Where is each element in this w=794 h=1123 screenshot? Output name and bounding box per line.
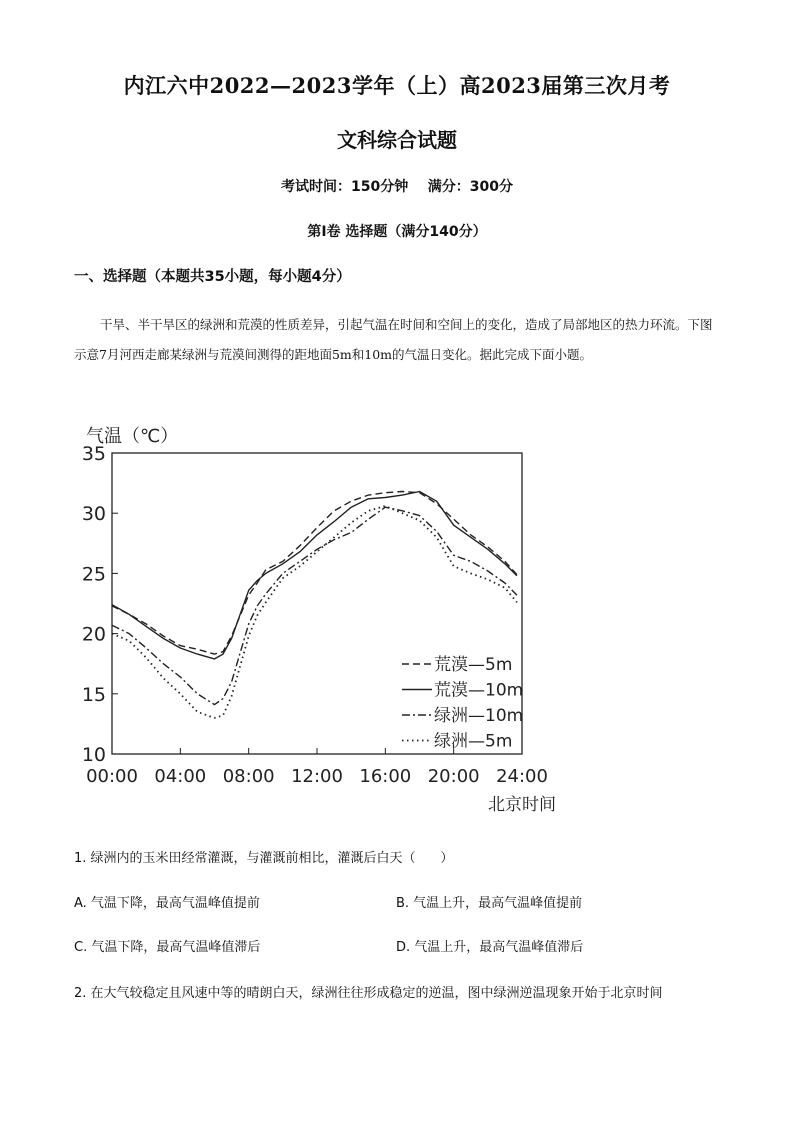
y-tick-label: 10 — [81, 744, 106, 766]
question-1: 1. 绿洲内的玉米田经常灌溉，与灌溉前相比，灌溉后白天（ ） — [74, 851, 454, 866]
option-1a: A. 气温下降，最高气温峰值提前 — [74, 896, 260, 911]
exam-title: 内江六中2022—2023学年（上）高2023届第三次月考 — [123, 73, 671, 98]
x-tick-label: 08:00 — [222, 766, 275, 787]
section-heading: 一、选择题（本题共35小题，每小题4分） — [74, 269, 351, 285]
option-1c: C. 气温下降，最高气温峰值滞后 — [74, 940, 261, 955]
question-2: 2. 在大气较稳定且风速中等的晴朗白天，绿洲往往形成稳定的逆温，图中绿洲逆温现象开始于北京时间 — [74, 986, 663, 1001]
legend-label-3: 绿洲—10m — [434, 706, 524, 726]
x-tick-label: 20:00 — [427, 766, 480, 787]
y-tick-label: 20 — [81, 623, 106, 646]
x-tick-label: 12:00 — [291, 766, 343, 787]
exam-info: 考试时间：150分钟 满分：300分 — [281, 179, 513, 195]
option-1d: D. 气温上升，最高气温峰值滞后 — [396, 940, 584, 955]
legend-label-4: 绿洲—5m — [434, 731, 513, 752]
y-tick-label: 30 — [81, 503, 106, 526]
x-tick-label: 24:00 — [496, 766, 548, 787]
part-heading: 第Ⅰ卷 选择题（满分140分） — [307, 224, 487, 240]
x-tick-label: 04:00 — [154, 766, 207, 787]
option-1b: B. 气温上升，最高气温峰值提前 — [396, 896, 583, 911]
legend-label-2: 荒漠—10m — [434, 680, 524, 701]
series-line-2 — [112, 492, 517, 659]
exam-subtitle: 文科综合试题 — [337, 128, 457, 152]
intro-paragraph: 干旱、半干旱区的绿洲和荒漠的性质差异，引起气温在时间和空间上的变化，造成了局部地区的热力环流。下图示意7月河西走廊某绿洲与荒漠间测得的距地面5m和10m的气温日变化。据此完成下面小题。 — [74, 317, 713, 362]
y-tick-label: 15 — [81, 683, 106, 706]
y-tick-label: 25 — [81, 563, 106, 586]
y-axis-label: 气温（℃） — [86, 426, 179, 447]
series-line-1 — [112, 492, 517, 655]
legend-label-1: 荒漠—5m — [434, 655, 513, 675]
x-tick-label: 00:00 — [86, 766, 138, 787]
y-tick-label: 35 — [81, 443, 106, 465]
temperature-chart — [70, 418, 570, 818]
x-tick-label: 16:00 — [359, 766, 412, 787]
x-axis-label: 北京时间 — [488, 795, 556, 815]
